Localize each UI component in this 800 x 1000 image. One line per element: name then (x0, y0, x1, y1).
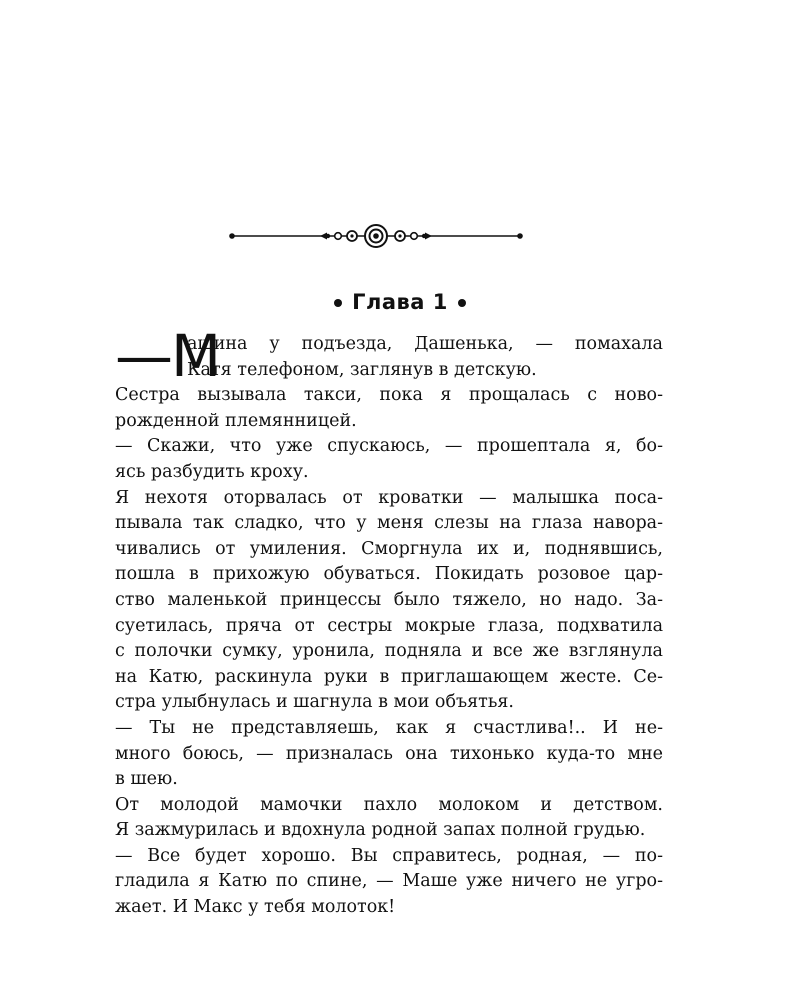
text-line: стра улыбнулась и шагнула в мои объятья. (115, 692, 514, 713)
text-line: ясь разбудить кроху. (115, 461, 309, 482)
body-text (115, 322, 663, 921)
text-line: на Катю, раскинула руки в приглашающем жесте. Се- (115, 666, 663, 687)
bullet-right (458, 299, 466, 307)
chapter-heading (0, 290, 800, 314)
text-line: с полочки сумку, уронила, подняла и все же взглянула (115, 641, 663, 662)
text-line: От молодой мамочки пахло молоком и детством. (115, 794, 663, 815)
chapter-title: Глава 1 (352, 290, 448, 314)
text-line: Катя телефоном, заглянув в детскую. (187, 359, 537, 380)
text-line: — Скажи, что уже спускаюсь, — прошептала я, бо- (115, 436, 663, 457)
text-line: чивались от умиления. Сморгнула их и, поднявшись, (115, 538, 663, 559)
chapter-ornament (228, 222, 524, 250)
text-line: Я нехотя оторвалась от кроватки — малышка поса- (115, 487, 663, 508)
text-line: ство маленькой принцессы было тяжело, но надо. За- (115, 589, 663, 610)
text-line: много боюсь, — призналась она тихонько куда-то мне (115, 743, 663, 764)
text-line: жает. И Макс у тебя молоток! (115, 897, 396, 918)
bullet-left (334, 299, 342, 307)
first-paragraph (115, 322, 663, 390)
text-line: ашина у подъезда, Дашенька, — помахала (187, 334, 663, 354)
text-line: — Все будет хорошо. Вы справитесь, родная, — по- (115, 845, 663, 866)
text-line: пошла в прихожую обуваться. Покидать розовое цар- (115, 564, 663, 585)
drop-cap: —М (115, 322, 220, 390)
text-line: — Ты не представляешь, как я счастлива!.. И не- (115, 717, 663, 738)
text-line: в шею. (115, 769, 178, 790)
text-line: суетилась, пряча от сестры мокрые глаза, подхватила (115, 615, 663, 636)
text-line: пывала так сладко, что у меня слезы на глаза навора- (115, 513, 663, 534)
text-line: Сестра вызывала такси, пока я прощалась с ново- (115, 385, 663, 406)
text-line: гладила я Катю по спине, — Маше уже ничего не угро- (115, 871, 663, 892)
text-line: рожденной племянницей. (115, 410, 357, 431)
text-line: Я зажмурилась и вдохнула родной запах полной грудью. (115, 820, 646, 841)
